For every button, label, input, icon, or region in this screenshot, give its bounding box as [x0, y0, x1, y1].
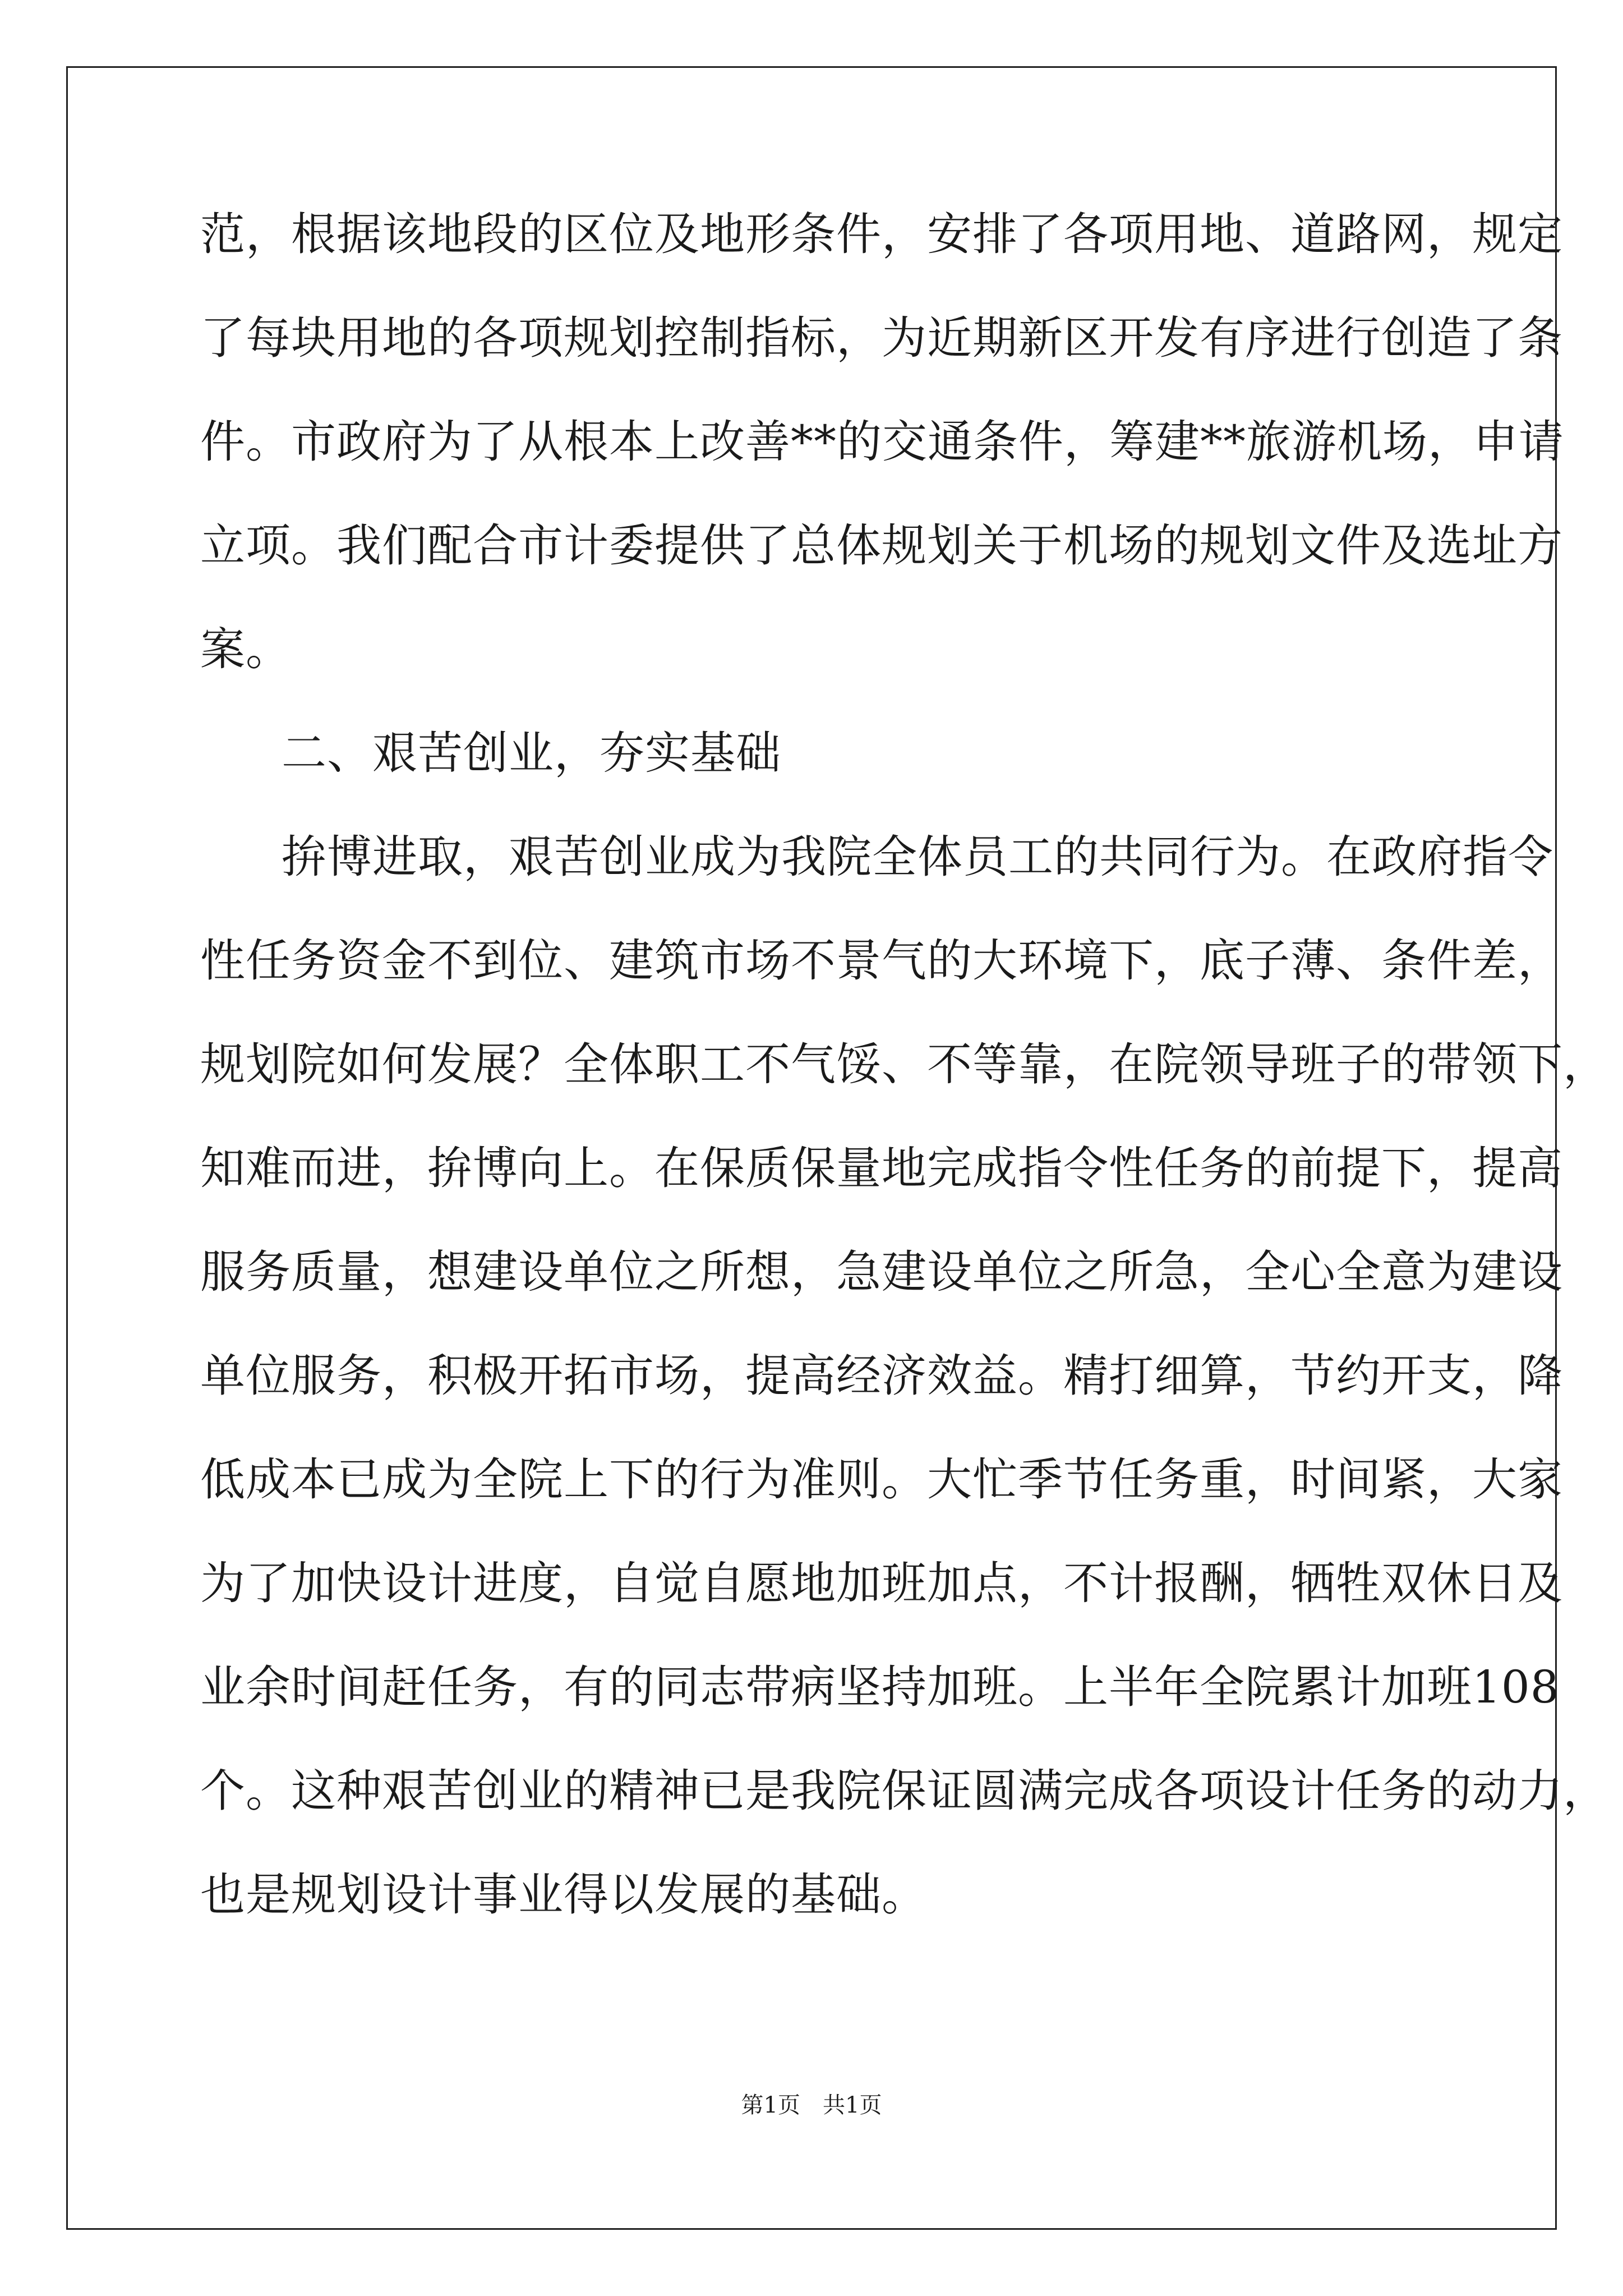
text-line: 案。	[200, 623, 291, 675]
section-heading: 二、艰苦创业，夯实基础	[282, 727, 781, 779]
text-line: 了每块用地的各项规划控制指标，为近期新区开发有序进行创造了条	[200, 312, 1563, 364]
text-line: 性任务资金不到位、建筑市场不景气的大环境下，底子薄、条件差，	[200, 935, 1563, 987]
text-line: 个。这种艰苦创业的精神已是我院保证圆满完成各项设计任务的动力，	[200, 1765, 1608, 1817]
document-body	[200, 208, 1608, 1921]
text-line: 服务质量，想建设单位之所想，急建设单位之所急，全心全意为建设	[200, 1246, 1563, 1298]
text-line: 也是规划设计事业得以发展的基础。	[200, 1869, 927, 1921]
text-line: 知难而进，拚博向上。在保质保量地完成指令性任务的前提下，提高	[200, 1142, 1563, 1194]
text-line: 低成本已成为全院上下的行为准则。大忙季节任务重，时间紧，大家	[200, 1453, 1563, 1506]
text-line: 立项。我们配合市计委提供了总体规划关于机场的规划文件及选址方	[200, 519, 1563, 572]
text-line: 拚博进取，艰苦创业成为我院全体员工的共同行为。在政府指令	[282, 831, 1553, 883]
text-line: 件。市政府为了从根本上改善**的交通条件，筹建**旅游机场，申请	[200, 416, 1564, 468]
text-line: 业余时间赶任务，有的同志带病坚持加班。上半年全院累计加班108	[200, 1661, 1560, 1713]
text-line: 为了加快设计进度，自觉自愿地加班加点，不计报酬，牺牲双休日及	[200, 1557, 1563, 1609]
text-line: 范，根据该地段的区位及地形条件，安排了各项用地、道路网，规定	[200, 208, 1563, 260]
text-line: 规划院如何发展？全体职工不气馁、不等靠，在院领导班子的带领下，	[200, 1038, 1608, 1091]
text-line: 单位服务，积极开拓市场，提高经济效益。精打细算，节约开支，降	[200, 1350, 1563, 1402]
page-number-footer: 第1页 共1页	[741, 2092, 882, 2118]
